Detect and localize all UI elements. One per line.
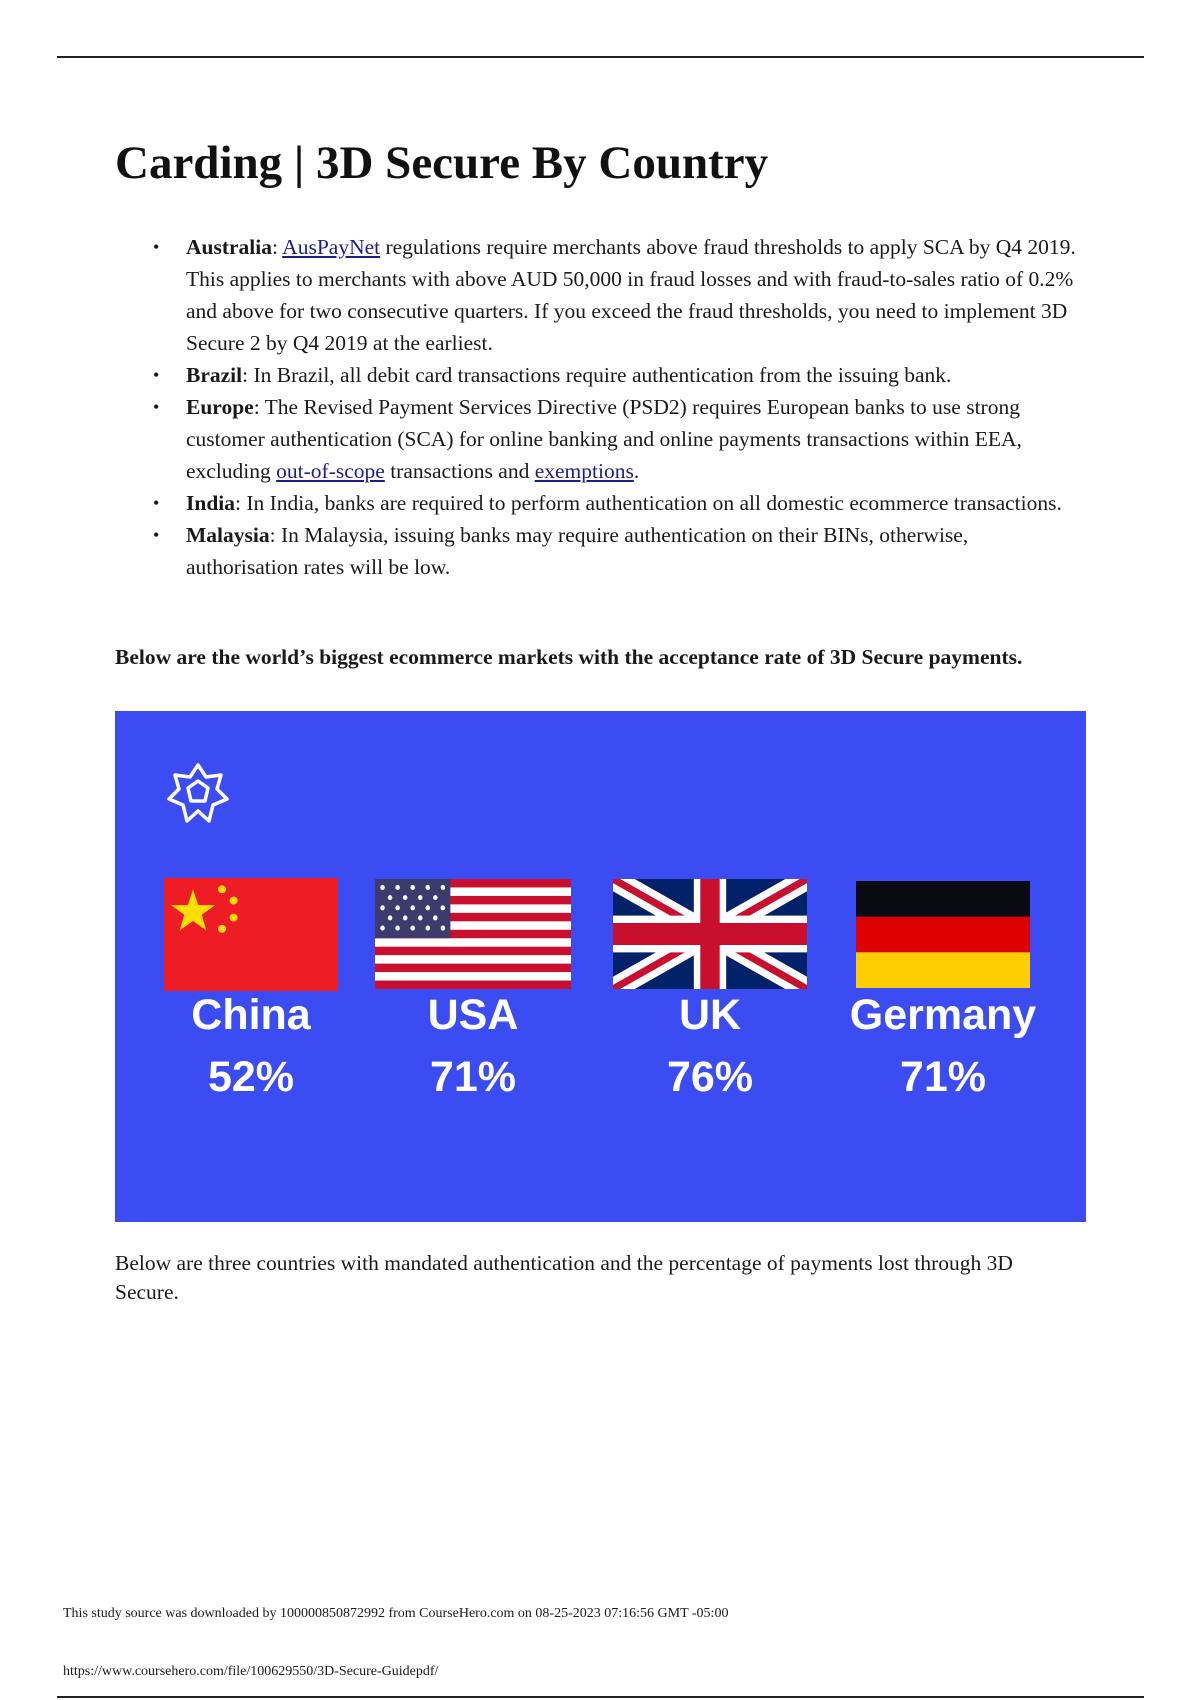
- list-item-text: regulations require merchants above fraud thresholds to apply SCA by Q4 2019. This applies to merchants with above AUD 50,000 in fraud losses and with fraud-to-sales ratio of 0.2% and above for two consecutive quarters. If you exceed the fraud thresholds, you need to implement 3D Secure 2 by Q4 2019 at the earliest.: [186, 235, 1076, 355]
- list-item-text: : In India, banks are required to perform authentication on all domestic ecommerce transactions.: [235, 491, 1062, 515]
- country-name-usa: USA: [427, 991, 519, 1039]
- country-label: Europe: [186, 395, 254, 419]
- out-of-scope-link[interactable]: out-of-scope: [276, 459, 385, 483]
- top-divider: [57, 56, 1144, 58]
- auspaynet-link[interactable]: AusPayNet: [282, 235, 381, 259]
- uk-flag-icon: [613, 879, 807, 989]
- source-url: https://www.coursehero.com/file/100629550/3D-Secure-Guidepdf/: [63, 1664, 439, 1679]
- bullet-icon: •: [153, 365, 160, 385]
- list-item-text: : In Malaysia, issuing banks may require authentication on their BINs, otherwise, authorisation rates will be low.: [186, 523, 969, 579]
- country-name-china: China: [191, 991, 311, 1039]
- bullet-icon: •: [153, 397, 160, 417]
- star-flower-logo-icon: [165, 761, 231, 827]
- list-item-brazil: [153, 359, 1083, 391]
- acceptance-rate-china: 52%: [207, 1053, 295, 1101]
- list-item-india: [153, 487, 1083, 519]
- bullet-icon: •: [153, 493, 160, 513]
- usa-flag-icon: [375, 879, 571, 989]
- country-requirements-list: [153, 231, 1083, 583]
- list-item-australia: • Australia: AusPayNet regulations require merchants above fraud thresholds to apply SCA by Q4 2019. This applies to merchants with above AUD 50,000 in fraud losses and with fraud-to-sales ratio of 0.2% and above for two consecutive quarters. If you exceed the fraud thresholds, you need to implement 3D Secure 2 by Q4 2019 at the earliest.: [153, 231, 1083, 359]
- list-item-europe: • Europe: The Revised Payment Services Directive (PSD2) requires European banks to use strong customer authentication (SCA) for online banking and online payments transactions within EEA, excluding out-of-scope transactions and exemptions.: [153, 391, 1083, 487]
- mandated-authentication-paragraph: Below are three countries with mandated authentication and the percentage of payments lost through 3D Secure.: [115, 1251, 1013, 1304]
- country-name-uk: UK: [678, 991, 742, 1039]
- acceptance-rate-germany: 71%: [899, 1053, 987, 1101]
- country-label: Australia: [186, 235, 272, 259]
- list-item-text: : In Brazil, all debit card transactions require authentication from the issuing bank.: [242, 363, 952, 387]
- acceptance-rate-usa: 71%: [429, 1053, 517, 1101]
- markets-heading: Below are the world’s biggest ecommerce markets with the acceptance rate of 3D Secure payments.: [115, 645, 1023, 669]
- bullet-icon: •: [153, 237, 160, 257]
- page-title: Carding | 3D Secure By Country: [115, 137, 769, 189]
- germany-flag-icon: [856, 881, 1030, 988]
- exemptions-link[interactable]: exemptions: [534, 459, 634, 483]
- country-label: Malaysia: [186, 523, 270, 547]
- download-source-note: This study source was downloaded by 100000850872992 from CourseHero.com on 08-25-2023 07:16:56 GMT -05:00: [63, 1606, 729, 1621]
- country-label: India: [186, 491, 236, 515]
- bottom-divider: [57, 1696, 1144, 1698]
- list-item-text: : The Revised Payment Services Directive (PSD2) requires European banks to use strong customer authentication (SCA) for online banking and online payments transactions within EEA, excluding: [186, 395, 1022, 483]
- list-item-malaysia: [153, 519, 1083, 583]
- acceptance-rate-uk: 76%: [666, 1053, 754, 1101]
- bullet-icon: •: [153, 525, 160, 545]
- country-label: Brazil: [186, 363, 243, 387]
- acceptance-rate-infographic: [115, 711, 1086, 1222]
- country-name-germany: Germany: [849, 991, 1037, 1039]
- china-flag-icon: [164, 878, 338, 991]
